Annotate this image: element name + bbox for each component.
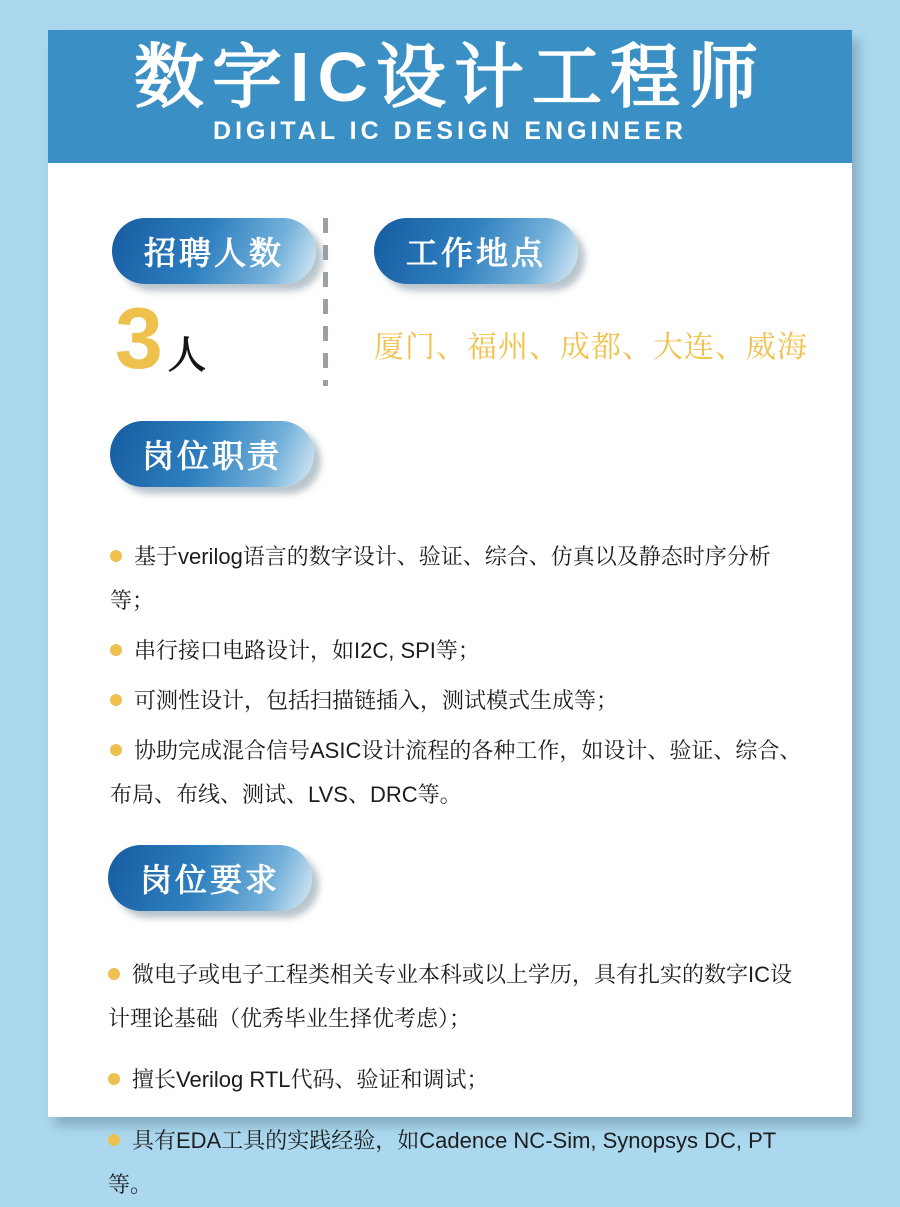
- page-subtitle: DIGITAL IC DESIGN ENGINEER: [213, 117, 687, 145]
- bullet-dot-icon: [108, 968, 120, 980]
- work-location-cities: 厦门、福州、成都、大连、威海: [374, 331, 808, 364]
- poster-card: [48, 30, 852, 1197]
- page-title: 数字IC设计工程师: [134, 38, 766, 116]
- responsibilities-section: [100, 421, 808, 817]
- requirement-text: 微电子或电子工程类相关专业本科或以上学历，具有扎实的数字IC设计理论基础（优秀毕业生择优考虑）；: [108, 962, 793, 1031]
- bullet-dot-icon: [108, 1134, 120, 1146]
- responsibilities-badge: 岗位职责: [110, 421, 314, 487]
- list-item: [110, 679, 808, 723]
- responsibilities-list: [110, 535, 808, 817]
- bullet-dot-icon: [110, 550, 122, 562]
- requirements-section: [100, 845, 808, 1207]
- list-item: [108, 1119, 808, 1207]
- info-row: [100, 163, 808, 386]
- recruit-section: [100, 218, 323, 387]
- responsibility-text: 协助完成混合信号ASIC设计流程的各种工作，如设计、验证、综合、布局、布线、测试、LVS、DRC等。: [110, 738, 802, 807]
- list-item: [108, 1058, 808, 1102]
- location-section: [328, 218, 808, 366]
- responsibility-text: 可测性设计，包括扫描链插入，测试模式生成等；: [134, 688, 619, 713]
- poster-content: [48, 163, 852, 1207]
- requirements-list: [108, 953, 808, 1207]
- recruit-count-value: 3: [115, 291, 163, 387]
- recruit-count-badge: 招聘人数: [112, 218, 316, 284]
- list-item: [108, 953, 808, 1041]
- list-item: [110, 729, 808, 817]
- bullet-dot-icon: [110, 744, 122, 756]
- bullet-dot-icon: [108, 1073, 120, 1085]
- recruit-count-line: [112, 291, 323, 387]
- bullet-dot-icon: [110, 644, 122, 656]
- requirement-text: 具有EDA工具的实践经验，如Cadence NC-Sim, Synopsys DC, PT等。: [108, 1128, 777, 1197]
- responsibility-text: 串行接口电路设计，如I2C, SPI等；: [134, 638, 480, 663]
- header-band: [48, 30, 852, 163]
- requirement-text: 擅长Verilog RTL代码、验证和调试；: [132, 1067, 489, 1092]
- requirements-badge: 岗位要求: [108, 845, 312, 911]
- work-location-badge: 工作地点: [374, 218, 578, 284]
- list-item: [110, 629, 808, 673]
- responsibility-text: 基于verilog语言的数字设计、验证、综合、仿真以及静态时序分析等；: [110, 544, 771, 613]
- list-item: [110, 535, 808, 623]
- bullet-dot-icon: [110, 694, 122, 706]
- recruit-count-unit: 人: [167, 335, 206, 377]
